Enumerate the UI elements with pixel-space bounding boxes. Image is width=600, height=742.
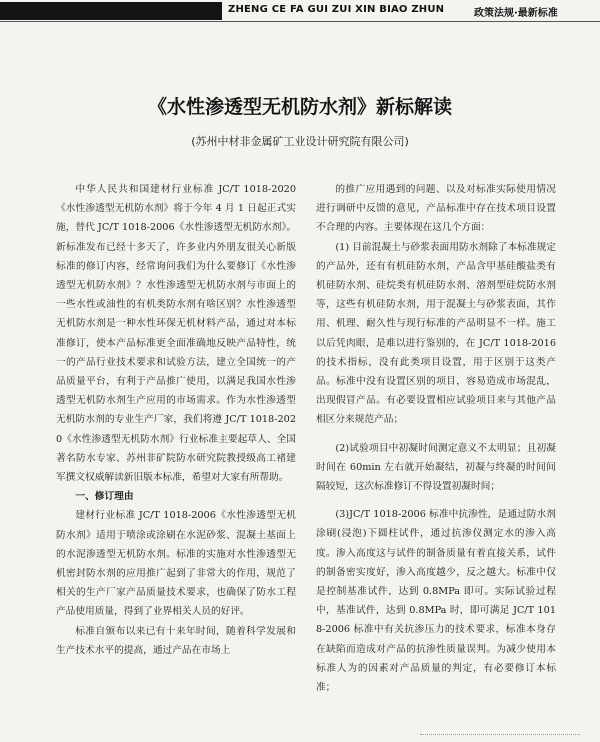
issue-item-1: (1) 目前混凝土与砂浆表面用防水剂除了本标准规定的产品外，还有有机硅防水剂，产品含甲基硅酸盐类有机硅防水剂、硅烷类有机硅防水剂、溶剂型硅烷防水剂等，这些有机硅防水剂，用于混凝土与砂浆表面，其作用、机理、耐久性与现行标准的产品明显不一样。施工以后凭肉眼，是难以进行鉴别的，在 JC/T 1018-2016 的技术指标，没有此类项目设置，用于区别于这类产品。标准中没有设置区别的项目，容易造成市场混乱，出现假冒产品。有必要设置相应试验项目来与其他产品相区分来规范产品； xyxy=(316,241,556,426)
section-heading-revision-reason: 一、修订理由 xyxy=(75,491,134,503)
article-author: (苏州中材非金属矿工业设计研究院有限公司) xyxy=(191,135,409,148)
intro-paragraph: 中华人民共和国建材行业标准 JC/T 1018-2020《水性渗透型无机防水剂》将于今年 4 月 1 日起正式实施，替代 JC/T 1018-2006《水性渗透型无机防水剂》。新标准发布已经十多天了，许多业内外朋友很关心新版标准的修订内容，经常询问我们为什么要修订《水性渗透型无机防水剂》？水性渗透型无机防水剂与市面上的一些水性或油性的有机类防水剂有啥区别？水性渗透型无机防水剂是一种水性环保无机材料产品，通过对本标准修订，使本产品标准更全面准确地反映产品特性，统一的产品行业技术要求和试验方法，建立全国统一的产品质量平台，有利于产品推广使用，以满足我国水性渗透型无机防水剂生产应用的市场需求。作为水性渗透型无机防水剂的专业生产厂家，我们将遵 JC/T 1018-2020《水性渗透型无机防水剂》行业标准主要起草人、全国著名防水专家、苏州非矿院防水研究院教授级高工褚建军撰文权威解读新旧版本标准，希望对大家有所帮助。 xyxy=(56,184,296,484)
spacer xyxy=(316,496,556,505)
continuation-paragraph: 的推广应用遇到的问题、以及对标准实际使用情况进行调研中反馈的意见，产品标准中存在技术项目设置不合理的内容。主要体现在这几个方面： xyxy=(316,184,556,234)
header-black-band xyxy=(0,2,222,20)
header-rule xyxy=(0,21,600,22)
header-section-label: 政策法规·最新标准 xyxy=(474,8,558,19)
article-title: 《水性渗透型无机防水剂》新标解读 xyxy=(147,96,452,118)
revision-paragraph-2: 标准自颁布以来已有十来年时间，随着科学发展和生产技术水平的提高，通过产品在市场上 xyxy=(56,625,296,656)
issue-item-3: (3)JC/T 1018-2006 标准中抗渗性，是通过防水剂涂刷(浸泡)下圆柱试件，通过抗渗仪测定水的渗入高度。渗入高度这与试件的制备质量有着直接关系，试件的制备密实度好，渗入高度越少，反之越大。标准中仅是控制基准试件，达到 0.8MPa 即可。实际试验过程中，基准试件，达到 0.8MPa 时，即可满足 JC/T 1018-2006 标准中有关抗渗压力的技术要求，标准本身存在缺陷而造成对产品的抗渗性质量误判。为减少使用本标准人为的因素对产品质量的判定，有必要修订本标准； xyxy=(316,509,556,694)
revision-paragraph-1: 建材行业标准 JC/T 1018-2006《水性渗透型无机防水剂》适用于喷涂或涂刷在水泥砂浆、混凝土基面上的水泥渗透型无机防水剂。标准的实施对水性渗透型无机密封防水剂的应用推广起到了非常大的作用，规范了相关的生产厂家产品质量技术要求，也确保了防水工程产品使用质量，得到了业界相关人员的好评。 xyxy=(56,510,296,618)
left-column xyxy=(56,180,296,660)
running-header xyxy=(0,0,600,22)
issue-item-2: (2)试验项目中初凝时间测定意义不太明显；且初凝时间在 60min 左右就开始凝结，初凝与终凝的时间间隔较短，这次标准修订不得设置初凝时间； xyxy=(316,442,556,493)
footer-dotted-rule xyxy=(420,734,580,738)
right-column xyxy=(316,180,556,697)
header-running-title: ZHENG CE FA GUI ZUI XIN BIAO ZHUN xyxy=(228,4,445,15)
spacer xyxy=(316,430,556,439)
